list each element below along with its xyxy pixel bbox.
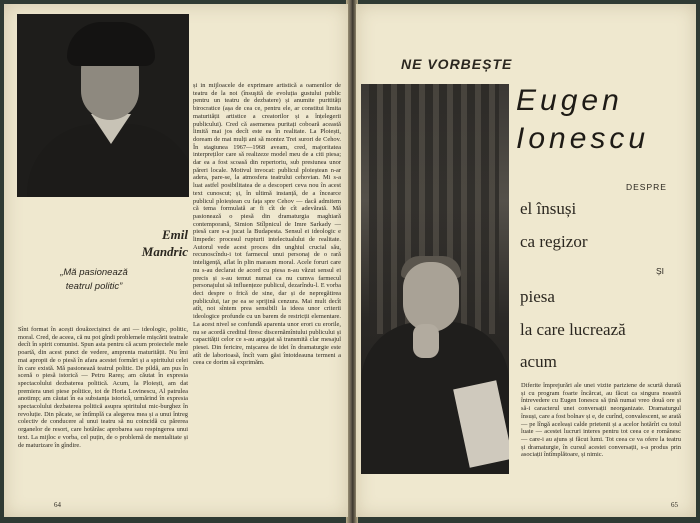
subheading-line-3: piesa [520, 287, 555, 306]
page-number-right: 65 [671, 501, 678, 509]
author-last-name: Mandric [141, 244, 188, 259]
portrait-photo-ionescu [361, 84, 509, 474]
article-column-right: Diferite împrejurări ale unei vizite pariziene de scurtă durată și cu program foarte încărcat, au făcut ca singura noastră întrevedere cu Eugen Ionescu să țină numai vreo două ore și să-i caracterul unei conversații neorganizate. Dramaturgul însuși, care a fost bolnav și e, de curînd, convalescent, se arată — pe lîngă aceleași calde prietenii și a acelor hotărîri cu totul luate — acestei lucruri interes pentru tot ceea ce e românesc — care-i au ajuns și făcut lumi. Tot ceea ce va ofere la teatru și dramaturgie, în cursul acestei conversații, s-a produs prin asociații întîmplătoare, și nimic. [521, 382, 681, 459]
subheading-line-1: el însuși [520, 199, 577, 218]
portrait-photo-mandric [17, 14, 189, 197]
article-column-bottom: Sînt format în acești douăzecișinci de ani — ideologic, politic, moral. Cred, de aceea, că nu pot gîndi problemele mișcării teatrale decît în spirit comunist. Spun asta pentru că acum proiectele mele poartă, din acest punct de vedere, amprenta maturității. Nu îmi mai apropii de o piesă în afara acestei formări și a spiritului celei în care există. Mă pasionează teatrul politic. De pildă, am pus în scenă o piesă istorică — Petru Rareș; am căutat în expresia spectacolului dezbaterea politică. Acum, la Ploiești, am dat premiera unei piese politice, tot de Horia Lovinescu, Al patrulea anotimp; am căutat în ea substanța istorică, urmărind în expresia spectacolului dezbaterea politică asupra spiritului mic-burghez în revoluție. Din păcate, se întîmplă ca alegerea mea și a unui întreg colectiv de conducere al unui teatru să nu coincidă cu părerea organelor de resort, care hotărăsc aprobarea sau respingerea unui text. La mijloc e vorba, cel puțin, de o problemă de mentalitate și de maturizare în gîndire. [18, 326, 188, 449]
pull-quote-line-1: „Mă pasionează [60, 267, 128, 278]
headline-name-last: Ionescu [516, 122, 650, 155]
author-name [122, 226, 188, 260]
subheading-line-4: la care lucrează [520, 320, 626, 339]
photo-face [403, 262, 459, 332]
headline-despre: DESPRE [626, 182, 667, 192]
right-page [356, 4, 696, 517]
left-page [4, 4, 348, 517]
headline-name-first: Eugen [516, 84, 623, 117]
photo-hair [67, 22, 155, 66]
article-column-top: și in mijloacele de exprimare artistică a oamenilor de teatru de la noi (însuşită de evoluția gustului public pentru un teatru de dezbatere) și anumite puritități birocratice (așa de cea ce, pentru ele, ar constitui limita maturității artistice a creatorilor și a înțelegerii publicului). Cred că asemenea puritați coboară această limită mai jos decît este ea în realitate. La Ploiești, doream de mai mulți ani să montez Trei surori de Cehov. În stagiunea 1967—1968 aveam, cred, majoritatea interpreților care să realizeze model meu de a citi piesa; dar ea a fost scoasă din repertoriu, sub presiunea unor păreri locale. Motivul invocat: publicul ploieștean n-ar adera, pare-se, la atmosfera teatrului cehovian. Mi s-a luat astfel posibilitatea de a descoperi ceva nou în acest text cunoscut; și, în ultimă instanță, de a încearce publicul ploieștean cu fața spre Cehov — dacă admitem că tema formulată ar fi cît de cît adevărată. Mă pasionează o piesă din dramaturgia maghiară contemporană, Simion Stîlpnicul de Imre Sarkady — piesă care s-a jucat la Budapesta. Sensul ei ideologic e limpede: procesul rupturii intelectualului de realitate. Autorul vede acest proces din unghiul crucial său, recunoscîndu-i tot farmecul unui personaj de o rară inteligență, aflat în plin marasm moral. Acele foruri care nu s-au declarat de acord cu piesa n-au văzut sensul ei precis și s-au temut numai ca nu cumva farmecul personajului să influențeze publicul, dezarîndu-l. E vorba deci despre o frică de sine, dar și de nepregătirea publicului, iar pe ea se sprijină cenzura. Mai mult decît atît, noi sîntem prea sensibili la ideea unor criterii ideologice profunde cu un barem de restricții elementare. La acest nivel se confundă aparenta unor erori cu erorile, nu se acordă creditul firesc discernămîntului publicului și capacității celor ce s-au angajat să transmită clar mesajul piesei. Din fericire, mișcarea de idei în dramaturgie este atît de laborioasă, încît vam găsi întotdeauna termeni a ceea ce dorim să exprimăm. [193, 82, 341, 367]
author-first-name: Emil [161, 227, 188, 242]
kicker-heading: NE VORBEȘTE [401, 56, 513, 72]
subheading-line-5: acum [520, 352, 557, 371]
subheading-line-2: ca regizor [520, 232, 588, 251]
page-number-left: 64 [54, 501, 61, 509]
pull-quote-line-2: teatrul politic” [65, 281, 123, 292]
subheading-conjunction: ȘI [656, 266, 665, 276]
photo-hand [413, 324, 439, 358]
pull-quote [24, 266, 164, 294]
